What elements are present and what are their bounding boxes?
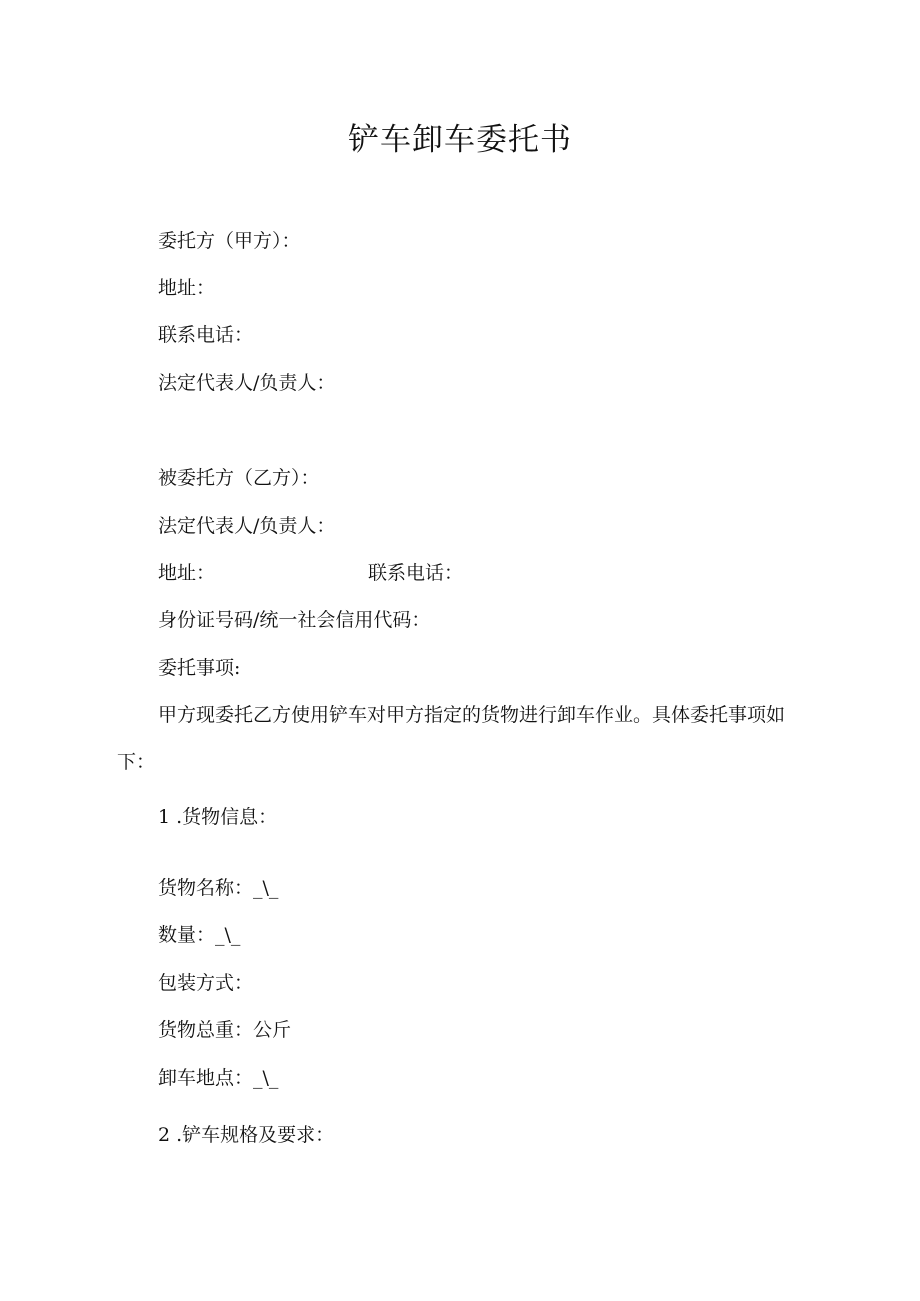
party-a-representative: 法定代表人/负责人： [158, 372, 336, 394]
party-b-representative: 法定代表人/负责人： [158, 515, 336, 537]
party-a-label: 委托方（甲方）： [158, 230, 301, 252]
document-title: 铲车卸车委托书 [348, 122, 572, 158]
matters-heading: 委托事项: [158, 657, 241, 679]
unload-location-field: 卸车地点：_\_ [158, 1067, 279, 1089]
party-a-address: 地址： [158, 277, 216, 299]
matters-intro-paragraph: 甲方现委托乙方使用铲车对甲方指定的货物进行卸车作业。具体委托事项如下： [117, 704, 786, 773]
goods-name-field: 货物名称：_\_ [158, 877, 279, 899]
item2-heading: 2 .铲车规格及要求： [158, 1124, 335, 1146]
item1-heading: 1 .货物信息： [158, 806, 278, 828]
packaging-field: 包装方式： [158, 972, 254, 994]
total-weight-field: 货物总重：公斤 [158, 1019, 292, 1041]
party-b-label: 被委托方（乙方）： [158, 467, 320, 489]
quantity-field: 数量：_\_ [158, 924, 241, 946]
party-b-address: 地址： [158, 562, 216, 584]
party-b-phone: 联系电话： [368, 562, 464, 584]
party-a-phone: 联系电话： [158, 324, 254, 346]
party-b-id-code: 身份证号码/统一社会信用代码： [158, 609, 431, 631]
